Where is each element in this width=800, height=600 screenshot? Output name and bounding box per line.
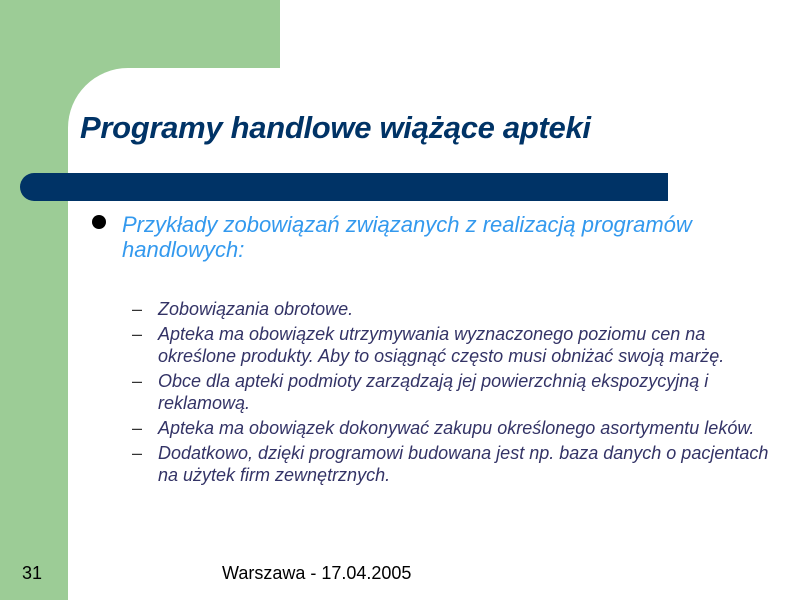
dash-icon: – <box>132 299 143 319</box>
sub-bullet-text: Apteka ma obowiązek dokonywać zakupu określonego asortymentu leków. <box>158 418 755 438</box>
sub-bullet-list <box>128 298 778 489</box>
slide-title: Programy handlowe wiążące apteki <box>80 110 591 145</box>
list-item <box>128 417 778 439</box>
decor-green-left <box>0 0 68 600</box>
sub-bullet-text: Obce dla apteki podmioty zarządzają jej powierzchnią ekspozycyjną i reklamową. <box>158 371 709 413</box>
dash-icon: – <box>132 371 143 391</box>
sub-bullet-text: Dodatkowo, dzięki programowi budowana jest np. baza danych o pacjentach na użytek firm zewnętrznych. <box>158 443 769 485</box>
list-item <box>128 442 778 486</box>
dash-icon: – <box>132 324 143 344</box>
title-underline-bar <box>20 173 668 201</box>
dash-icon: – <box>132 443 143 463</box>
dash-icon: – <box>132 418 143 438</box>
main-bullet <box>92 212 692 262</box>
sub-bullet-text: Apteka ma obowiązek utrzymywania wyznaczonego poziomu cen na określone produkty. Aby to osiągnąć często musi obniżać swoją marżę. <box>158 324 725 366</box>
list-item <box>128 370 778 414</box>
footer-text: Warszawa - 17.04.2005 <box>222 563 412 583</box>
list-item <box>128 298 778 320</box>
list-item <box>128 323 778 367</box>
sub-bullet-text: Zobowiązania obrotowe. <box>158 299 354 319</box>
bullet-dot-icon <box>92 215 106 229</box>
main-bullet-text: Przykłady zobowiązań związanych z realizacją programów handlowych: <box>122 212 692 262</box>
slide-number: 31 <box>22 563 43 583</box>
